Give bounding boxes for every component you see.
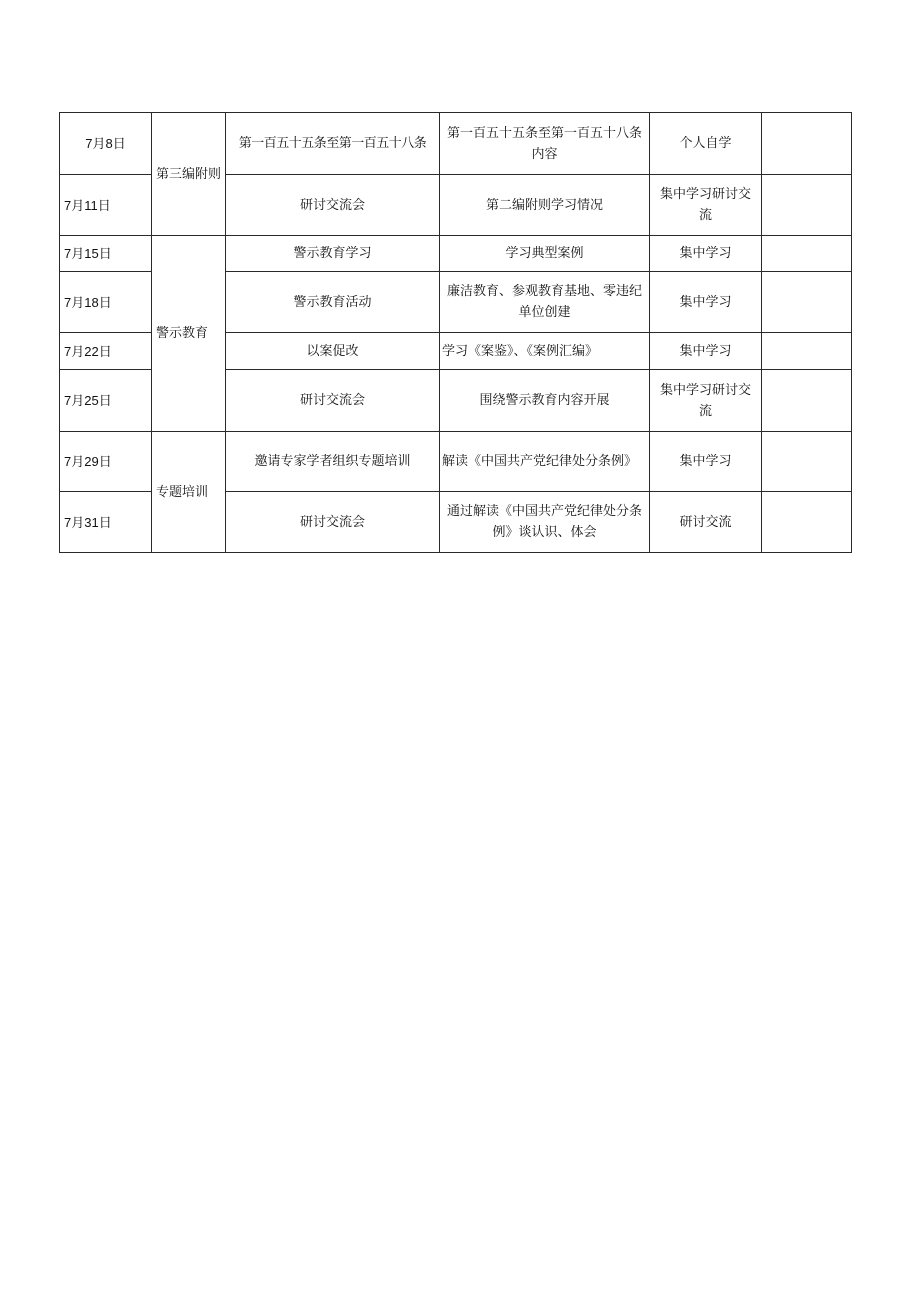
study-schedule-table <box>59 112 852 553</box>
date-cell: 7月22日 <box>60 333 152 370</box>
activity-text: 第一百五十五条至第一百五十八条 <box>238 136 427 151</box>
note-cell <box>762 113 852 175</box>
activity-cell: 警示教育活动 <box>226 272 440 333</box>
category-cell: 专题培训 <box>152 432 226 553</box>
date-cell: 7月8日 <box>60 113 152 175</box>
table-row <box>60 113 852 175</box>
content-cell: 廉洁教育、参观教育基地、零违纪单位创建 <box>440 272 650 333</box>
content-cell: 学习《案鉴》、《案例汇编》 <box>440 333 650 370</box>
date-cell: 7月31日 <box>60 492 152 553</box>
table-row <box>60 432 852 492</box>
table-row <box>60 236 852 272</box>
note-cell <box>762 370 852 432</box>
form-cell: 个人自学 <box>650 113 762 175</box>
activity-cell: 邀请专家学者组织专题培训 <box>226 432 440 492</box>
form-cell: 集中学习研讨交流 <box>650 370 762 432</box>
note-cell <box>762 333 852 370</box>
date-cell: 7月18日 <box>60 272 152 333</box>
content-cell: 第一百五十五条至第一百五十八条内容 <box>440 113 650 175</box>
activity-cell: 研讨交流会 <box>226 370 440 432</box>
form-cell: 集中学习 <box>650 432 762 492</box>
activity-cell: 研讨交流会 <box>226 175 440 236</box>
content-cell: 解读《中国共产党纪律处分条例》 <box>440 432 650 492</box>
content-cell: 第二编附则学习情况 <box>440 175 650 236</box>
note-cell <box>762 432 852 492</box>
form-cell: 研讨交流 <box>650 492 762 553</box>
form-cell: 集中学习 <box>650 333 762 370</box>
note-cell <box>762 236 852 272</box>
category-cell: 警示教育 <box>152 236 226 432</box>
form-cell: 集中学习研讨交流 <box>650 175 762 236</box>
note-cell <box>762 175 852 236</box>
date-cell: 7月29日 <box>60 432 152 492</box>
content-cell: 围绕警示教育内容开展 <box>440 370 650 432</box>
form-cell: 集中学习 <box>650 236 762 272</box>
form-cell: 集中学习 <box>650 272 762 333</box>
activity-cell: 研讨交流会 <box>226 492 440 553</box>
activity-cell: 警示教育学习 <box>226 236 440 272</box>
content-cell: 学习典型案例 <box>440 236 650 272</box>
content-cell: 通过解读《中国共产党纪律处分条例》谈认识、体会 <box>440 492 650 553</box>
note-cell <box>762 272 852 333</box>
date-cell: 7月15日 <box>60 236 152 272</box>
activity-cell: 以案促改 <box>226 333 440 370</box>
activity-cell <box>226 113 440 175</box>
note-cell <box>762 492 852 553</box>
date-cell: 7月25日 <box>60 370 152 432</box>
date-cell: 7月11日 <box>60 175 152 236</box>
category-cell: 第三编附则 <box>152 113 226 236</box>
